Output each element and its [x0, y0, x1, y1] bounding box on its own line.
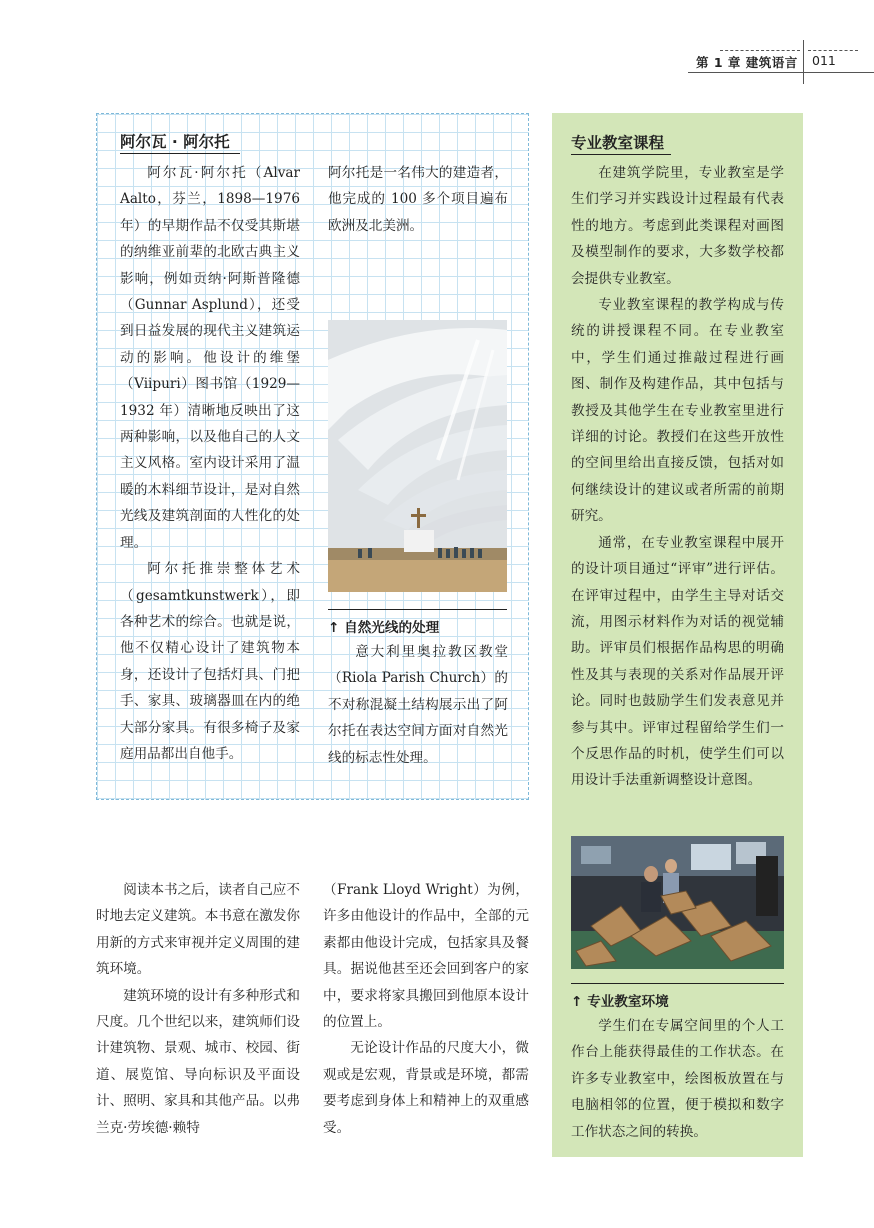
- chapter-heading: 第 1 章 建筑语言: [696, 55, 798, 70]
- church-caption-body: 意大利里奥拉教区教堂（Riola Parish Church）的不对称混凝土结构展示出了阿尔托在表达空间方面对自然光线的标志性处理。: [328, 644, 508, 766]
- aalto-right-column: [328, 160, 508, 239]
- page-number: 011: [812, 53, 836, 68]
- studio-paragraph-1: 在建筑学院里，专业教室是学生们学习并实践设计过程最有代表性的地方。考虑到此类课程对画图及模型制作的要求，大多数学校都会提供专业教室。: [571, 165, 784, 287]
- studio-scene-illustration: [571, 836, 784, 969]
- studio-environment-photo: [571, 836, 784, 969]
- header-dashed-line-left: [720, 50, 800, 51]
- header-crop-mark: [803, 40, 804, 84]
- main-paragraph-2: 建筑环境的设计有多种形式和尺度。几个世纪以来，建筑师们设计建筑物、景观、城市、校园、街道、展览馆、导向标识及平面设计、照明、家具和其他产品。以弗兰克·劳埃德·赖特: [96, 987, 300, 1136]
- studio-course-title-underline: [571, 154, 671, 155]
- studio-caption-text: [571, 1013, 784, 1145]
- church-caption-title: ↑ 自然光线的处理: [328, 620, 440, 636]
- aalto-left-column: [120, 160, 300, 767]
- main-text-col-1: [96, 877, 300, 1141]
- studio-course-text: [571, 160, 784, 794]
- main-paragraph-4: 无论设计作品的尺度大小，微观或是宏观，背景或是环境，都需要考虑到身体上和精神上的双重感受。: [323, 1040, 529, 1136]
- church-interior-illustration: [328, 320, 507, 592]
- studio-caption-rule: [571, 983, 784, 984]
- aalto-paragraph-1: 阿尔瓦·阿尔托（Alvar Aalto，芬兰，1898—1976 年）的早期作品不仅受其斯堪的纳维亚前辈的北欧古典主义影响，例如贡纳·阿斯普隆德（Gunnar Asplund），还受到日益发展的现代主义建筑运动的影响。他设计的维堡（Viipuri）图书馆（1929—1932 年）清晰地反映出了这两种影响，以及他自己的人文主义风格。室内设计采用了温暖的木料细节设计，是对自然光线及建筑剖面的人性化的处理。: [120, 165, 300, 551]
- studio-paragraph-2: 专业教室课程的教学构成与传统的讲授课程不同。在专业教室中，学生们通过推敲过程进行画图、制作及构建作品，其中包括与教授及其他学生在专业教室里进行详细的讨论。教授们在这些开放性的空间里给出直接反馈，包括对如何继续设计的建议或者所需的前期研究。: [571, 297, 784, 525]
- studio-caption-body: 学生们在专属空间里的个人工作台上能获得最佳的工作状态。在许多专业教室中，绘图板放置在与电脑相邻的位置，便于模拟和数字工作状态之间的转换。: [571, 1018, 784, 1140]
- aalto-title-underline: [120, 153, 240, 154]
- aalto-paragraph-2: 阿尔托推崇整体艺术（gesamtkunstwerk），即各种艺术的综合。也就是说，他不仅精心设计了建筑物本身，还设计了包括灯具、门把手、家具、玻璃器皿在内的绝大部分家具。有很多椅子及家庭用品都出自他手。: [120, 561, 300, 762]
- studio-course-title: 专业教室课程: [571, 134, 665, 152]
- main-paragraph-3: （Frank Lloyd Wright）为例，许多由他设计的作品中，全部的元素都由他设计完成，包括家具及餐具。据说他甚至还会回到客户的家中，要求将家具搬回到他原本设计的位置上。: [323, 882, 529, 1031]
- church-caption-rule: [328, 609, 507, 610]
- main-text-col-2: [323, 877, 529, 1141]
- header-rule: [688, 72, 874, 73]
- church-caption-text: [328, 639, 508, 771]
- aalto-title: 阿尔瓦 · 阿尔托: [120, 133, 230, 151]
- header-dashed-line-right: [808, 50, 858, 51]
- studio-caption-title: ↑ 专业教室环境: [571, 994, 669, 1010]
- studio-paragraph-3: 通常，在专业教室课程中展开的设计项目通过“评审”进行评估。在评审过程中，由学生主导对话交流，用图示材料作为对话的视觉辅助。评审员们根据作品构思的明确性及其与表现的关系对作品展开评论。同时也鼓励学生们发表意见并参与其中。评审过程留给学生们一个反思作品的时机，使学生们可以用设计手法重新调整设计意图。: [571, 534, 784, 789]
- main-paragraph-1: 阅读本书之后，读者自己应不时地去定义建筑。本书意在激发你用新的方式来审视并定义周围的建筑环境。: [96, 882, 300, 978]
- riola-church-photo: [328, 320, 507, 592]
- aalto-paragraph-3: 阿尔托是一名伟大的建造者，他完成的 100 多个项目遍布欧洲及北美洲。: [328, 165, 508, 234]
